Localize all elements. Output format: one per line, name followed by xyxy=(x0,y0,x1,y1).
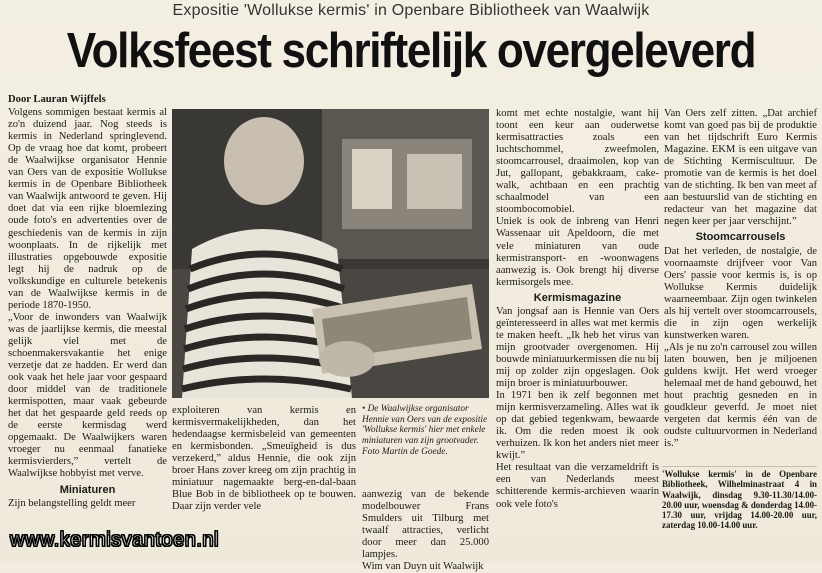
paragraph: In 1971 ben ik zelf begonnen met mijn kermisverzameling. Alles wat ik op dat gebied tegenkwam, bewaarde ik. Om die reden moest ik ook verhuizen. Ik kon het anders niet meer kwijt.” xyxy=(496,390,659,462)
column-2 xyxy=(172,405,356,513)
paragraph: Zijn belangstelling geldt meer xyxy=(8,497,136,509)
headline: Volksfeest schriftelijk overgeleverd xyxy=(66,24,756,78)
paragraph: „Als je nu zo'n carrousel zou willen laten bouwen, ben je miljoenen guldens kwijt. Het werd vroeger helemaal met de hand gebouwd, het hout prachtig gesneden en in goudkleur geverfd. Je moet niet vergeten dat kermis één van de oudste cultuurvormen in Nederland is.” xyxy=(664,341,817,450)
subheading: Miniaturen xyxy=(59,483,116,496)
paragraph: komt met echte nostalgie, want hij toont een keur aan ouderwetse kermisattracties zoals een luchtschommel, zweefmolen, stoomcarrousel, draaimolen, kop van Jut, gallopant, gebakkraam, cake-walk, achtbaan en een prachtig schaalmodel van een stoombocomobiel. xyxy=(496,108,659,216)
column-2b xyxy=(362,489,489,573)
paragraph: exploiteren van kermis en kermisvermakelijkheden, dan het hedendaagse kermisbeleid van gemeenten en kermisbonden. „Smeuïgheid is dus verzekerd,” aldus Hennie, die ook zijn broer Hans zover kreeg om zijn prachtig in miniatuur nagemaakte berg-en-dal-baan Blue Bob in de bibliotheek op te bouwen. Daar zijn verder vele xyxy=(172,405,356,513)
subheading: Stoomcarrousels xyxy=(695,231,786,244)
paragraph: Dat het verleden, de nostalgie, de voornaamste drijfveer voor Van Oers' passie voor kermis is, is op Wollukse Kermis duidelijk waarneembaar. Zijn ogen twinkelen als hij vertelt over stoomcarrousels, die in zijn ogen werkelijk kunstwerken waren. xyxy=(664,245,817,341)
paragraph: Van jongsaf aan is Hennie van Oers geïnteresseerd in alles wat met kermis te maken heeft. „Ik heb het virus van mijn grootvader overgenomen. Hij bouwde miniatuurkermissen die nu bij mij op zolder zijn opgeslagen. Ook mijn broer is miniatuurbouwer. xyxy=(496,305,659,390)
photo-illustration xyxy=(172,109,489,398)
paragraph: „Voor de inwonders van Waalwijk was de jaarlijkse kermis, die meestal gelijk viel met de schoenmakersvakantie het enige verzetje dat ze hadden. Er werd dan ook vaak het hele jaar voor gespaard door middel van de traditionele kermispotten, maar vaak gebeurde het dat het gespaarde geld reeds op de eerste kermisdag werd opgemaakt. De Waalwijkers waren vroeger nu eenmaal fanatieke kermisvierders,” vertelt de Waalwijkse hobbyist met verve. xyxy=(8,311,167,480)
photo-caption: • De Waalwijkse organisator Hennie van Oers van de expositie 'Wollukse kermis' hier met enkele miniaturen van zijn grootvader. Foto Martin de Goede. xyxy=(362,404,488,457)
byline: Door Lauran Wijffels xyxy=(8,94,106,105)
column-3 xyxy=(496,108,659,511)
divider xyxy=(662,466,817,467)
exhibition-info: 'Wollukse kermis' in de Openbare Bibliotheek, Wilhelminastraat 4 in Waalwijk, dinsdag 9.30-11.30/14.00-20.00 uur, woensdag & donderdag 14.00-17.30 uur, vrijdag 14.00-20.00 uur, zaterdag 10.00-14.00 uur. xyxy=(662,469,817,531)
paragraph: Volgens sommigen bestaat kermis al zo'n duizend jaar. Nog steeds is kermis in Nederland springlevend. Op de vraag hoe dat komt, probeert de Waalwijkse organisator Hennie van Oers van de expositie Wollukse kermis in de Openbare Bibliotheek van Waalwijk antwoord te geven. Hij doet dat via een rijke bloemlezing oude foto's en advertenties over de geschiedenis van de kermis in zijn woonplaats. In de rijkelijk met illustraties opgebouwde expositie legt hij de nadruk op de volkskundige en culturele betekenis van de Waalwijkse kermis in de periode 1870-1950. xyxy=(8,107,167,311)
watermark: www.kermisvantoen.nl xyxy=(10,529,219,551)
paragraph: Het resultaat van die verzameldrift is een van Nederlands meest schitterende kermis-archieven waarin ook vele foto's xyxy=(496,462,659,510)
subheading: Kermismagazine xyxy=(533,291,622,304)
paragraph: Uniek is ook de inbreng van Henri Wassenaar uit Apeldoorn, die met vele miniaturen van oude kermistransport- en -woonwagens aanwezig is. Ook brengt hij diverse kermisorgels mee. xyxy=(496,216,659,288)
column-4 xyxy=(664,108,817,450)
column-1 xyxy=(8,94,167,510)
paragraph: aanwezig van de bekende modelbouwer Frans Smulders uit Tilburg met twaalf attracties, verlicht door meer dan 25.000 lampjes. Wim van Duyn uit Waalwijk xyxy=(362,489,489,573)
paragraph: Van Oers zelf zitten. „Dat archief komt van goed pas bij de produktie van het tijdschrift Euro Kermis Magazine. EKM is een uitgave van de Stichting Kermiscultuur. De promotie van de kermis is het doel van de stichting. Ik ben van meet af aan bestuurslid van de stichting en redacteur van het magazine dat negen keer per jaar verschijnt.” xyxy=(664,108,817,228)
kicker: Expositie 'Wollukse kermis' in Openbare Bibliotheek van Waalwijk xyxy=(172,2,650,19)
photo-hennie-van-oers xyxy=(172,109,489,398)
